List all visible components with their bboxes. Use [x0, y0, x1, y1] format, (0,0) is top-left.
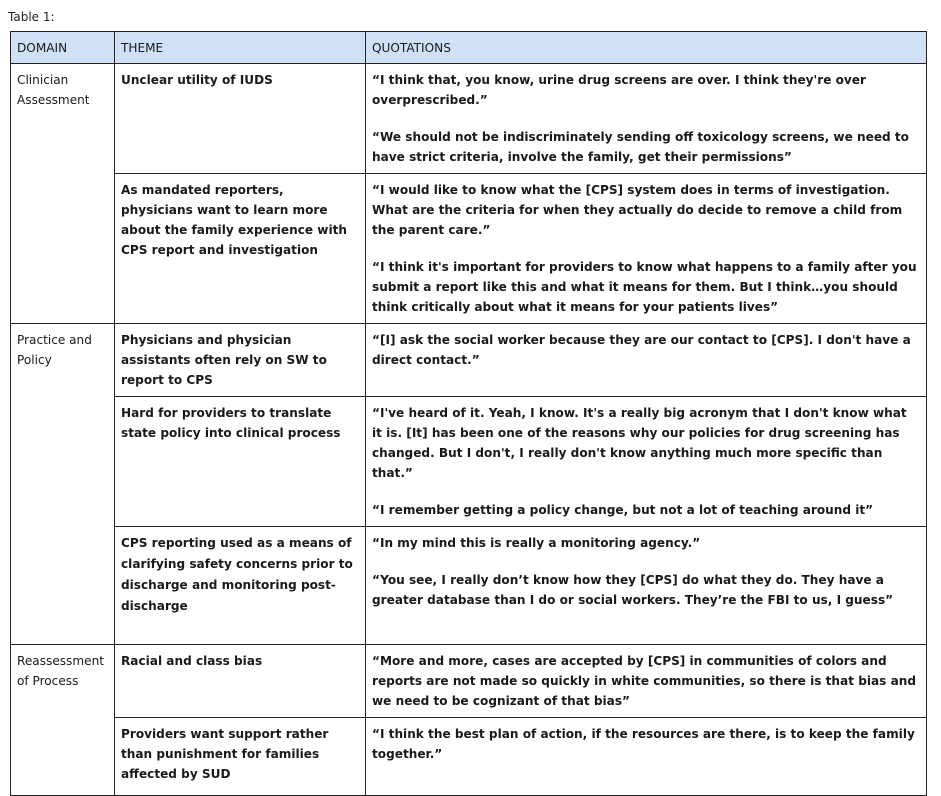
quotation: “I think that, you know, urine drug screens are over. I think they're over overprescribed.” — [372, 73, 866, 107]
quotation: “I think the best plan of action, if the resources are there, is to keep the family together.” — [372, 727, 915, 761]
quotation-cell — [366, 527, 927, 645]
quotation: “I think it's important for providers to know what happens to a family after you submit a report like this and what it means for them. But I think…you should think critically about what it means for your patients lives” — [372, 260, 917, 314]
findings-table — [10, 31, 927, 796]
quotation: “In my mind this is really a monitoring agency.” — [372, 536, 701, 550]
domain-cell: Practice and Policy — [11, 324, 115, 645]
table-row — [11, 718, 927, 796]
quotation: “You see, I really don’t know how they [CPS] do what they do. They have a greater database than I do or social workers. They’re the FBI to us, I guess” — [372, 573, 894, 607]
table-row — [11, 64, 927, 174]
table-row — [11, 397, 927, 527]
theme-cell: CPS reporting used as a means of clarifying safety concerns prior to discharge and monitoring post-discharge — [115, 527, 366, 645]
theme-cell: Racial and class bias — [115, 645, 366, 718]
header-theme: THEME — [115, 32, 366, 64]
quotation: “I would like to know what the [CPS] system does in terms of investigation. What are the criteria for when they actually do decide to remove a child from the parent care.” — [372, 183, 903, 237]
quotation: “I remember getting a policy change, but not a lot of teaching around it” — [372, 503, 874, 517]
theme-cell: Physicians and physician assistants often rely on SW to report to CPS — [115, 324, 366, 397]
quotation-cell — [366, 174, 927, 324]
table-row — [11, 174, 927, 324]
theme-cell: Providers want support rather than punishment for families affected by SUD — [115, 718, 366, 796]
table-row — [11, 527, 927, 645]
header-domain: DOMAIN — [11, 32, 115, 64]
quotation: “More and more, cases are accepted by [CPS] in communities of colors and reports are not made so quickly in white communities, so there is that bias and we need to be cognizant of that bias” — [372, 654, 916, 708]
quotation: “[I] ask the social worker because they are our contact to [CPS]. I don't have a direct contact.” — [372, 333, 911, 367]
table-caption: Table 1: — [8, 10, 55, 24]
table-header-row — [11, 32, 927, 64]
quotation: “We should not be indiscriminately sending off toxicology screens, we need to have strict criteria, involve the family, get their permissions” — [372, 130, 909, 164]
theme-cell: As mandated reporters, physicians want to learn more about the family experience with CPS report and investigation — [115, 174, 366, 324]
header-quotations: QUOTATIONS — [366, 32, 927, 64]
domain-cell: Reassessment of Process — [11, 645, 115, 796]
quotation-cell — [366, 645, 927, 718]
quotation-cell — [366, 324, 927, 397]
theme-cell: Hard for providers to translate state policy into clinical process — [115, 397, 366, 527]
table-row — [11, 645, 927, 718]
quotation: “I've heard of it. Yeah, I know. It's a really big acronym that I don't know what it is. [It] has been one of the reasons why our policies for drug screening has changed. But I don't, I really don't know anything much more specific than that.” — [372, 406, 907, 480]
table-row — [11, 324, 927, 397]
domain-cell: Clinician Assessment — [11, 64, 115, 324]
quotation-cell — [366, 397, 927, 527]
quotation-cell — [366, 718, 927, 796]
quotation-cell — [366, 64, 927, 174]
theme-cell: Unclear utility of IUDS — [115, 64, 366, 174]
